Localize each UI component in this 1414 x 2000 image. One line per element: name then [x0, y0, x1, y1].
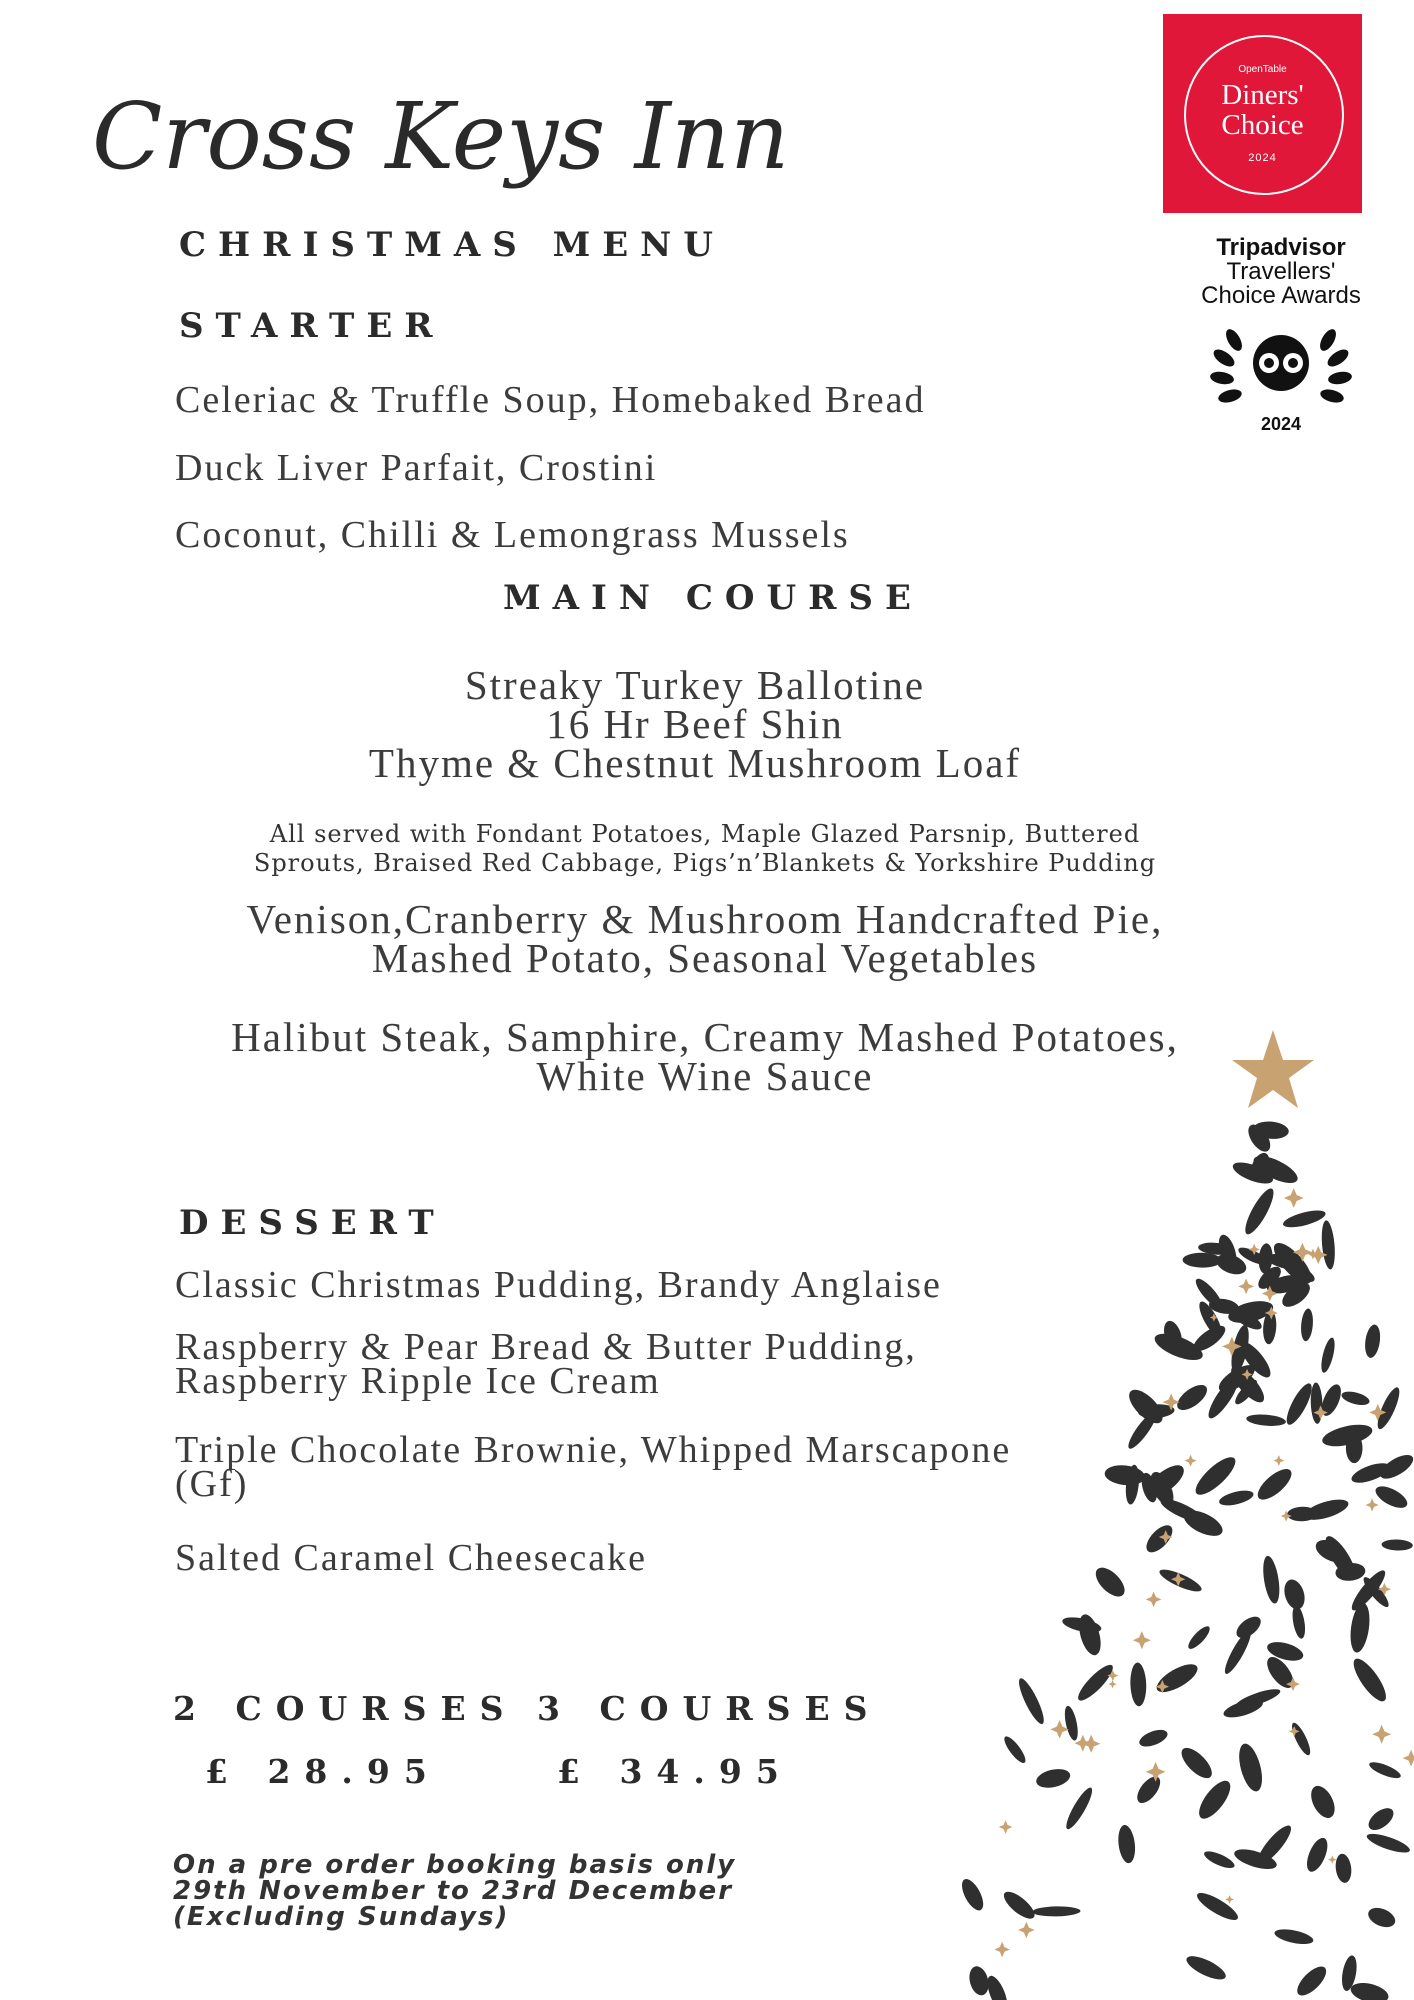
tree-leaf — [1253, 1464, 1296, 1505]
main-course-heading: MAIN COURSE — [503, 578, 923, 618]
tree-leaf — [1235, 1741, 1267, 1794]
booking-note-line: (Excluding Sundays) — [173, 1902, 510, 1932]
tree-star-icon — [1232, 1030, 1314, 1108]
tree-leaf — [1349, 1980, 1391, 2000]
main-item: 16 Hr Beef Shin — [546, 701, 844, 747]
tree-leaf — [1173, 1380, 1211, 1415]
tree-leaf — [1015, 1676, 1048, 1727]
tree-leaf — [1348, 1602, 1373, 1654]
tripadvisor-year: 2024 — [1260, 414, 1302, 434]
tree-leaf — [1194, 1888, 1241, 1924]
tripadvisor-brand: Tripadvisor — [1216, 234, 1346, 261]
tree-sparkle-icon — [1133, 1631, 1151, 1649]
tree-leaf — [1034, 1766, 1072, 1791]
main-course-list — [260, 662, 1130, 786]
tree-leaf — [1000, 1887, 1039, 1923]
main-item: Streaky Turkey Ballotine — [464, 662, 926, 708]
tree-leaf — [958, 1876, 988, 1914]
tree-leaf — [1319, 1336, 1338, 1374]
restaurant-name-logo — [86, 78, 846, 198]
tree-leaf — [1381, 1539, 1413, 1551]
tree-sparkle-icon — [999, 1820, 1013, 1834]
three-courses-label: 3 COURSES — [537, 1689, 882, 1728]
starter-item: Celeriac & Truffle Soup, Homebaked Bread — [175, 379, 926, 421]
tripadvisor-owl-laurel-icon — [1196, 318, 1366, 438]
choice-line: Choice — [1221, 109, 1304, 141]
tree-sparkle-icon — [994, 1942, 1010, 1958]
tree-sparkle-icon — [1225, 1895, 1234, 1904]
tree-leaf — [1074, 1661, 1117, 1705]
tripadvisor-badge — [1176, 236, 1386, 308]
tripadvisor-line: Choice Awards — [1201, 282, 1361, 309]
two-courses-price: £ 28.95 — [205, 1752, 441, 1791]
tree-leaf — [1303, 1835, 1332, 1875]
starter-item: Coconut, Chilli & Lemongrass Mussels — [175, 514, 850, 556]
served-with-note — [150, 820, 1260, 878]
tree-leaf — [1062, 1705, 1080, 1742]
tree-leaf — [1218, 1488, 1255, 1509]
dessert-item: Classic Christmas Pudding, Brandy Anglaise — [175, 1264, 942, 1306]
fish-line: Halibut Steak, Samphire, Creamy Mashed Potatoes, — [231, 1014, 1179, 1060]
tree-leaf — [1281, 1207, 1327, 1231]
christmas-tree-illustration — [940, 1030, 1414, 2000]
three-courses-price: £ 34.95 — [557, 1752, 793, 1791]
tree-sparkle-icon — [1372, 1725, 1391, 1744]
diners-choice-text — [1163, 80, 1362, 140]
tree-leaf — [1001, 1734, 1029, 1766]
tree-leaf — [1281, 1577, 1308, 1612]
tree-sparkle-icon — [1284, 1188, 1304, 1208]
tree-sparkle-icon — [1238, 1279, 1254, 1295]
tree-leaf — [1289, 1721, 1314, 1758]
main-item: Thyme & Chestnut Mushroom Loaf — [368, 740, 1022, 786]
tree-leaf — [1062, 1785, 1096, 1832]
tree-leaf — [1348, 1654, 1391, 1705]
tree-leaf — [1104, 1463, 1146, 1487]
tree-leaf — [1340, 1389, 1371, 1408]
tree-leaf — [1142, 1521, 1177, 1557]
tree-leaf — [1365, 1830, 1412, 1856]
dessert-item — [175, 1429, 1012, 1505]
tree-leaf — [1365, 1904, 1398, 1931]
booking-note-line: On a pre order booking basis only — [173, 1850, 737, 1880]
tree-leaf — [1116, 1824, 1137, 1864]
tree-leaf — [1320, 1220, 1337, 1270]
tree-leaf — [1183, 1952, 1228, 1984]
fish-line: White Wine Sauce — [536, 1053, 874, 1099]
tree-leaf — [1306, 1782, 1339, 1822]
tree-sparkle-icon — [1185, 1455, 1197, 1467]
tripadvisor-line: Travellers' — [1226, 258, 1336, 285]
starter-item: Duck Liver Parfait, Crostini — [175, 447, 658, 489]
tree-leaf — [1185, 1623, 1213, 1651]
tree-leaf — [1240, 1185, 1278, 1237]
tree-leaf — [1349, 1459, 1392, 1487]
tree-leaf — [1032, 1906, 1080, 1917]
tree-leaf — [1133, 1773, 1165, 1807]
tree-leaf — [1091, 1563, 1130, 1602]
tree-leaf — [1300, 1308, 1314, 1342]
dessert-item: Salted Caramel Cheesecake — [175, 1537, 648, 1579]
dessert-line: (Gf) — [175, 1463, 249, 1505]
tree-sparkle-icon — [1146, 1592, 1162, 1608]
booking-note-line: 29th November to 23rd December — [173, 1876, 734, 1906]
tree-leaf — [1334, 1853, 1353, 1884]
pie-line: Venison,Cranberry & Mushroom Handcrafted Pie, — [246, 896, 1164, 942]
tree-sparkle-icon — [1273, 1455, 1284, 1466]
starter-heading: STARTER — [179, 306, 445, 346]
tree-leaf — [1202, 1848, 1237, 1871]
tree-leaf — [1290, 1604, 1307, 1639]
badge-year: 2024 — [1248, 152, 1277, 164]
tree-leaf — [1365, 1804, 1398, 1834]
tree-leaf — [1130, 1662, 1147, 1706]
booking-note — [173, 1852, 736, 1930]
tree-leaf — [1293, 1962, 1331, 2000]
tree-sparkle-icon — [1146, 1762, 1166, 1782]
tree-sparkle-icon — [1403, 1750, 1414, 1767]
dessert-heading: DESSERT — [179, 1203, 446, 1243]
tree-leaf — [1260, 1555, 1282, 1605]
pie-line: Mashed Potato, Seasonal Vegetables — [371, 935, 1039, 981]
menu-title: CHRISTMAS MENU — [179, 225, 725, 265]
tree-sparkle-icon — [1108, 1680, 1116, 1688]
tree-leaf — [1182, 1252, 1221, 1267]
tree-leaf — [1246, 1413, 1287, 1427]
opentable-brand: OpenTable — [1238, 64, 1287, 75]
served-with-line: All served with Fondant Potatoes, Maple Glazed Parsnip, Buttered — [269, 820, 1141, 848]
tree-sparkle-icon — [1328, 1855, 1336, 1863]
dessert-line: Raspberry & Pear Bread & Butter Pudding, — [175, 1326, 917, 1368]
restaurant-name: Cross Keys Inn — [92, 83, 790, 190]
dessert-line: Raspberry Ripple Ice Cream — [175, 1360, 661, 1402]
tree-sparkle-icon — [1018, 1922, 1035, 1939]
tree-leaf — [966, 1964, 991, 1997]
tree-leaf — [1273, 1927, 1314, 1947]
tree-leaf — [1372, 1482, 1410, 1512]
dessert-item — [175, 1326, 917, 1402]
tree-leaf — [1367, 1759, 1402, 1781]
tree-leaf — [1363, 1324, 1382, 1359]
opentable-diners-choice-badge — [1163, 14, 1362, 213]
tree-leaf — [1137, 1727, 1170, 1750]
diners-line: Diners' — [1221, 79, 1304, 111]
two-courses-label: 2 COURSES — [173, 1689, 518, 1728]
tree-sparkle-icon — [1366, 1498, 1379, 1511]
served-with-line: Sprouts, Braised Red Cabbage, Pigs’n’Blankets & Yorkshire Pudding — [253, 849, 1157, 877]
tree-leaf — [1194, 1776, 1236, 1824]
dessert-line: Triple Chocolate Brownie, Whipped Marscapone — [175, 1429, 1012, 1471]
tree-leaf — [1153, 1659, 1202, 1698]
pie-dish — [150, 896, 1260, 981]
tree-leaf — [1177, 1743, 1217, 1783]
